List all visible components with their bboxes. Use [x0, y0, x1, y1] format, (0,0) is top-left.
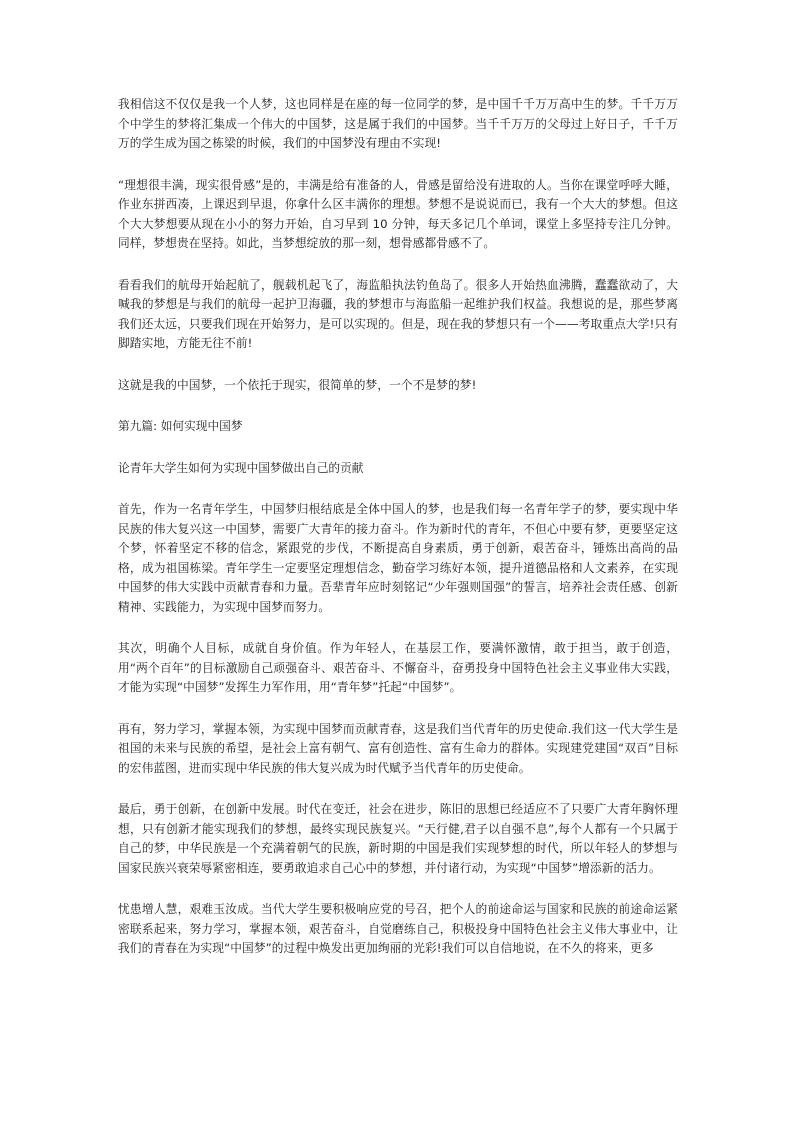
body-paragraph-2: 其次，明确个人目标，成就自身价值。作为年轻人，在基层工作，要满怀激情，敢于担当，敢于创造，用“两个百年”的目标激励自己顽强奋斗、艰苦奋斗、不懈奋斗，奋勇投身中国特色社会主义事业伟大实践，才能为实现“中国梦”发挥生力军作用，用“青年梦”托起“中国梦”。 — [118, 641, 678, 694]
document-page — [118, 95, 678, 981]
paragraph-1: 我相信这不仅仅是我一个人梦，这也同样是在座的每一位同学的梦，是中国千千万万高中生的梦。千千万万个中学生的梦将汇集成一个伟大的中国梦，这是属于我们的中国梦。当千千万万的父母过上好日子，千千万万的学生成为国之栋梁的时候，我们的中国梦没有理由不实现! — [118, 97, 678, 150]
body-paragraph-3: 再有，努力学习，掌握本领，为实现中国梦而贡献青春，这是我们当代青年的历史使命.我们这一代大学生是祖国的未来与民族的希望，是社会上富有朝气、富有创造性、富有生命力的群体。实现建党建国“双百”目标的宏伟蓝图，进而实现中华民族的伟大复兴成为时代赋予当代青年的历史使命。 — [118, 721, 678, 775]
body-paragraph-5: 忧患增人慧，艰难玉汝成。当代大学生要积极响应党的号召，把个人的前途命运与国家和民族的前途命运紧密联系起来，努力学习，掌握本领，艰苦奋斗，自觉磨练自己，积极投身中国特色社会主义伟大事业中，让我们的青春在为实现“中国梦”的过程中焕发出更加绚丽的光彩!我们可以自信地说，在不久的将来，更多 — [118, 902, 678, 955]
body-paragraph-1: 首先，作为一名青年学生，中国梦归根结底是全体中国人的梦，也是我们每一名青年学子的梦，要实现中华民族的伟大复兴这一中国梦，需要广大青年的接力奋斗。作为新时代的青年，不但心中要有梦，更要坚定这个梦，怀着坚定不移的信念，紧跟党的步伐，不断提高自身素质，勇于创新，艰苦奋斗，锤炼出高尚的品格，成为祖国栋梁。青年学生一定要坚定理想信念，勤奋学习练好本领，提升道德品格和人文素养，在实现中国梦的伟大实践中贡献青春和力量。吾辈青年应时刻铭记“少年强则国强”的誓言，培养社会责任感、创新精神、实践能力，为实现中国梦而努力。 — [118, 502, 678, 614]
body-paragraph-4: 最后，勇于创新，在创新中发展。时代在变迁，社会在进步，陈旧的思想已经适应不了只要广大青年胸怀理想，只有创新才能实现我们的梦想，最终实现民族复兴。“天行健,君子以自强不息”,每个人都有一个只属于自己的梦，中华民族是一个充满着朝气的民族，新时期的中国是我们实现梦想的时代，所以年轻人的梦想与国家民族兴衰荣辱紧密相连，要勇敢追求自己心中的梦想，并付诸行动，为实现“中国梦”增添新的活力。 — [118, 802, 678, 875]
section-title: 第九篇: 如何实现中国梦 — [118, 419, 243, 433]
paragraph-2: “理想很丰满，现实很骨感”是的，丰满是给有准备的人，骨感是留给没有进取的人。当你在课堂呼呼大睡，作业东拼西凑，上课迟到早退，你拿什么区丰满你的理想。梦想不是说说而已，我有一个大大的梦想。但这个大大梦想要从现在小小的努力开始，自习早到 10 分钟，每天多记几个单词，课堂上多坚持专注几分钟。同样，梦想贵在坚持。如此，当梦想绽放的那一刻，想骨感都骨感不了。 — [118, 177, 678, 250]
section-subtitle: 论青年大学生如何为实现中国梦做出自己的贡献 — [118, 460, 364, 475]
paragraph-3: 看看我们的航母开始起航了，舰载机起飞了，海监船执法钓鱼岛了。很多人开始热血沸腾，蠢蠢欲动了，大喊我的梦想是与我们的航母一起护卫海疆，我的梦想市与海监船一起维护我们权益。我想说的是，那些梦离我们还太远，只要我们现在开始努力，是可以实现的。但是，现在我的梦想只有一个——考取重点大学!只有脚踏实地，方能无往不前! — [118, 277, 678, 350]
paragraph-4: 这就是我的中国梦，一个依托于现实，很简单的梦，一个不是梦的梦! — [118, 377, 477, 392]
